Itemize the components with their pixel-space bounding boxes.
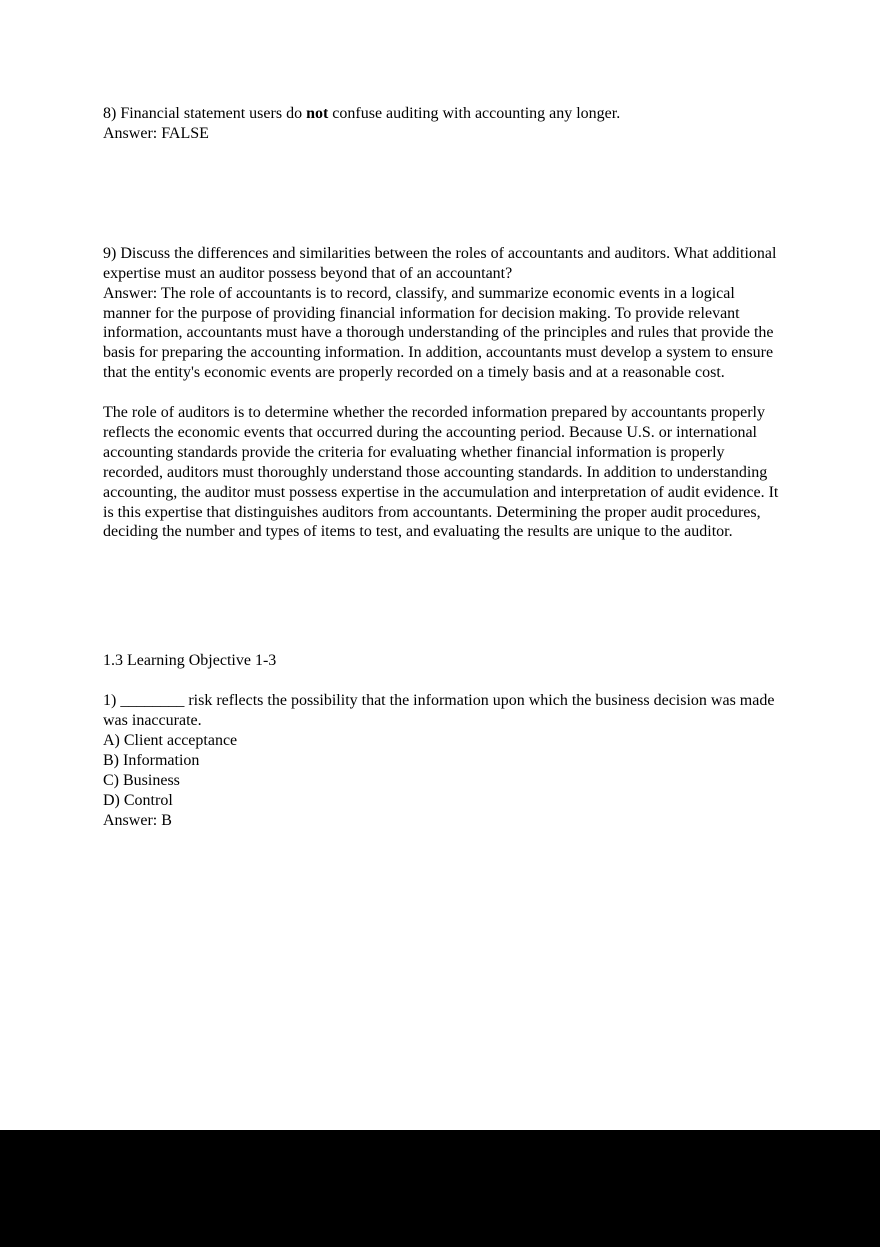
question-8-prefix: 8) Financial statement users do (103, 105, 307, 122)
question-8-bold-word: not (306, 105, 329, 122)
question-1-option-a: A) Client acceptance (103, 732, 238, 749)
question-9-answer-paragraph-2: The role of auditors is to determine whether the recorded information prepared by accountants properly reflects the economic events that occurred during the accounting period. Because U.S. or international accounting standards provide the criteria for evaluating whether financial information is properly recorded, auditors must thoroughly understand those accounting standards. In addition to understanding accounting, the auditor must possess expertise in the accumulation and interpretation of audit evidence. It is this expertise that distinguishes auditors from accountants. Determining the proper audit procedures, deciding the number and types of items to test, and evaluating the results are unique to the auditor. (103, 404, 779, 541)
question-9-answer-paragraph-1: Answer: The role of accountants is to record, classify, and summarize economic events in a logical manner for the purpose of providing financial information for decision making. To provide relevant information, accountants must have a thorough understanding of the principles and rules that provide the basis for preparing the accounting information. In addition, accountants must develop a system to ensure that the entity's economic events are properly recorded on a timely basis and at a reasonable cost. (103, 284, 774, 382)
page-content (103, 104, 779, 831)
question-8-suffix: confuse auditing with accounting any longer. (328, 105, 621, 122)
section-heading (103, 651, 779, 671)
question-8-text (103, 104, 779, 124)
question-9 (103, 244, 779, 543)
question-1 (103, 691, 779, 830)
question-8 (103, 104, 779, 144)
question-1-option-d: D) Control (103, 791, 173, 809)
question-1-option-b: B) Information (103, 751, 200, 769)
question-8-answer: Answer: FALSE (103, 124, 209, 142)
question-1-text: 1) ________ risk reflects the possibility that the information upon which the business decision was made was inaccurate. (103, 692, 775, 730)
question-1-answer: Answer: B (103, 811, 172, 829)
question-9-text: 9) Discuss the differences and similarities between the roles of accountants and auditors. What additional expertise must an auditor possess beyond that of an accountant? (103, 244, 777, 282)
section-heading-text: 1.3 Learning Objective 1-3 (103, 652, 277, 670)
bottom-black-bar (0, 1130, 880, 1247)
question-1-option-c: C) Business (103, 771, 180, 789)
